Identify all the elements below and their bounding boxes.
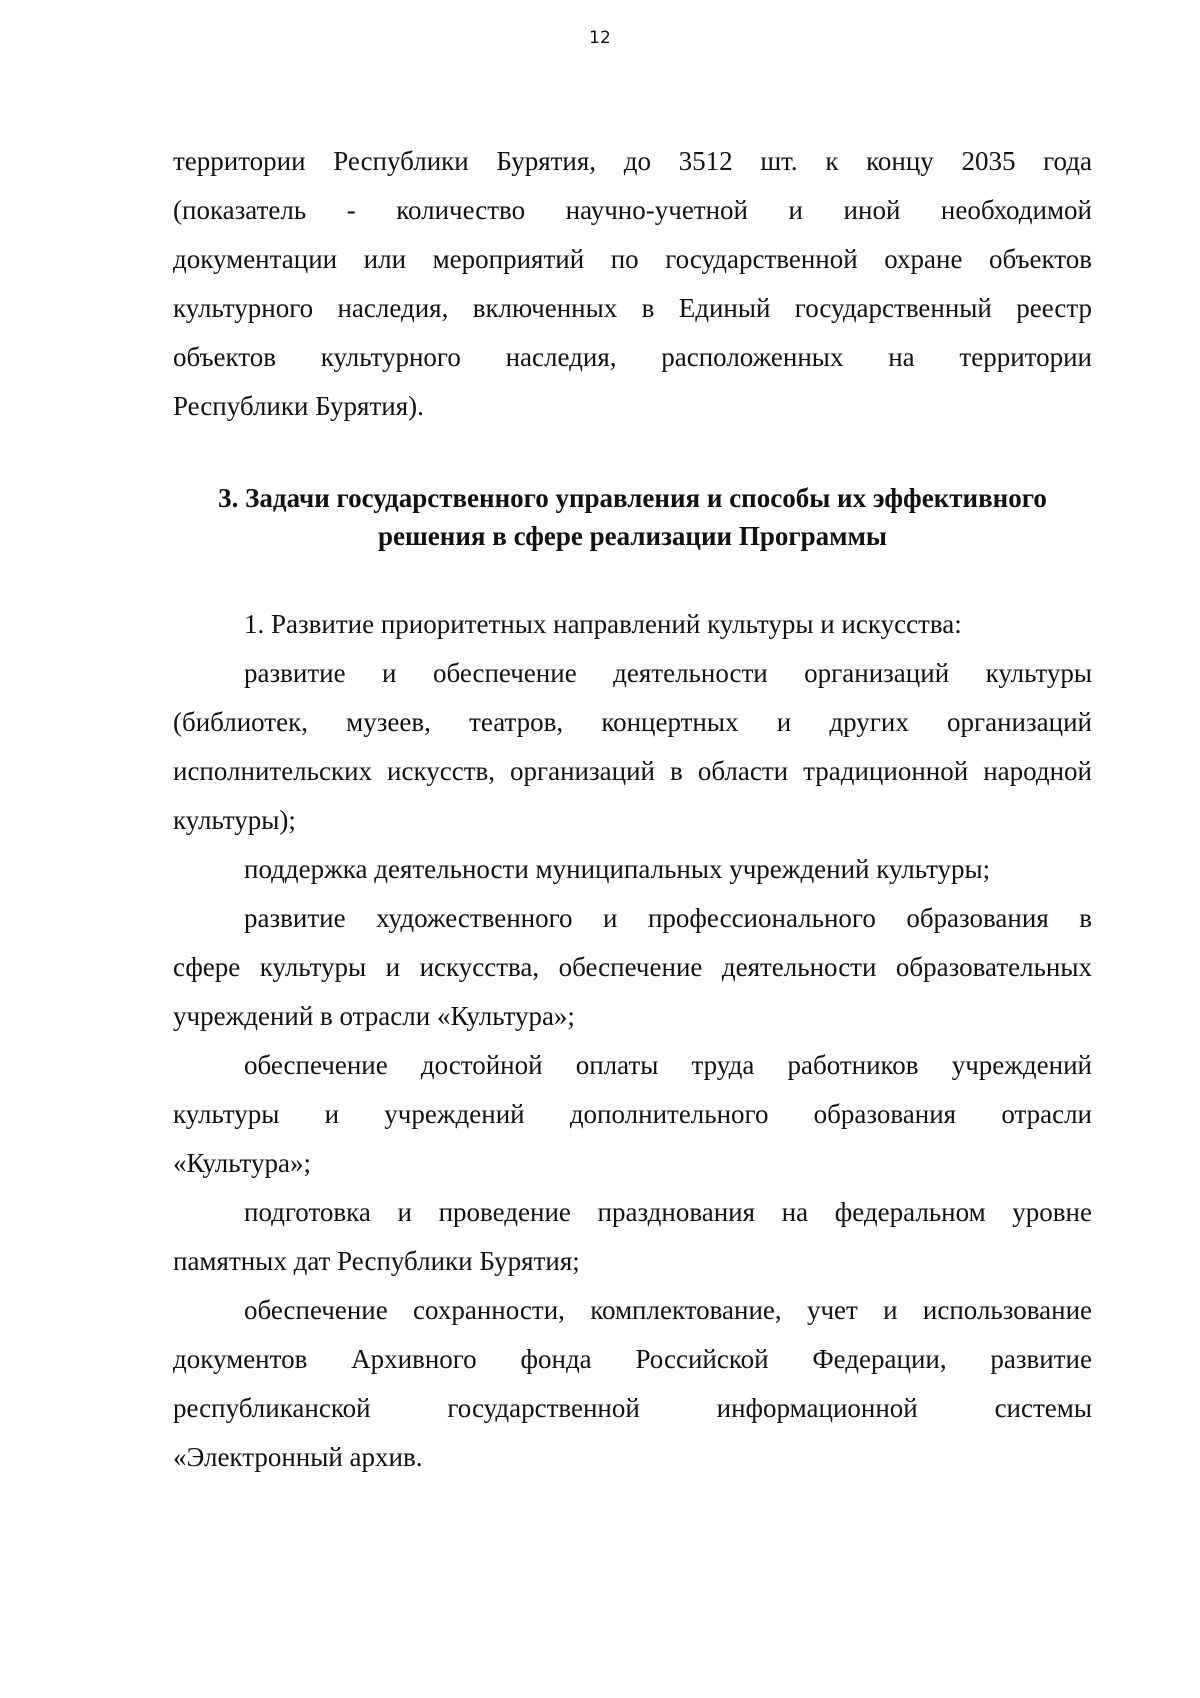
- text-line: учреждений в отрасли «Культура»;: [173, 1001, 575, 1031]
- paragraph-6: [173, 1188, 1092, 1286]
- text-line: документации или мероприятий по государственной охране объектов: [173, 244, 1092, 274]
- text-line: Республики Бурятия).: [173, 391, 424, 421]
- paragraph-7: [173, 1286, 1092, 1482]
- text-line: памятных дат Республики Бурятия;: [173, 1246, 580, 1276]
- page-number: 12: [589, 28, 611, 48]
- paragraph-4: [173, 894, 1092, 1041]
- paragraph-1: [173, 600, 1092, 649]
- text-line: «Электронный архив.: [173, 1442, 423, 1472]
- text-line: 1. Развитие приоритетных направлений культуры и искусства:: [244, 609, 962, 639]
- section-heading-line: решения в сфере реализации Программы: [378, 521, 887, 551]
- text-line: исполнительских искусств, организаций в области традиционной народной: [173, 756, 1092, 786]
- text-line: культурного наследия, включенных в Единый государственный реестр: [173, 293, 1092, 323]
- document-body: [173, 137, 1092, 1482]
- paragraph-3: [173, 845, 1092, 894]
- text-line: культуры);: [173, 805, 296, 835]
- section-heading: [173, 479, 1092, 555]
- text-line: культуры и учреждений дополнительного образования отрасли: [173, 1099, 1092, 1129]
- text-line: (показатель - количество научно-учетной и иной необходимой: [173, 195, 1092, 225]
- text-line: (библиотек, музеев, театров, концертных и других организаций: [173, 707, 1092, 737]
- text-line: документов Архивного фонда Российской Федерации, развитие: [173, 1344, 1092, 1374]
- text-line: объектов культурного наследия, расположенных на территории: [173, 342, 1092, 372]
- text-line: сфере культуры и искусства, обеспечение деятельности образовательных: [173, 952, 1092, 982]
- text-line: подготовка и проведение празднования на федеральном уровне: [244, 1197, 1092, 1227]
- intro-paragraph: [173, 137, 1092, 431]
- text-line: поддержка деятельности муниципальных учреждений культуры;: [244, 854, 991, 884]
- text-line: развитие художественного и профессионального образования в: [244, 903, 1092, 933]
- text-line: «Культура»;: [173, 1148, 311, 1178]
- paragraph-2: [173, 649, 1092, 845]
- text-line: республиканской государственной информационной системы: [173, 1393, 1092, 1423]
- text-line: территории Республики Бурятия, до 3512 шт. к концу 2035 года: [173, 146, 1092, 176]
- text-line: развитие и обеспечение деятельности организаций культуры: [244, 658, 1092, 688]
- text-line: обеспечение достойной оплаты труда работников учреждений: [244, 1050, 1092, 1080]
- section-heading-line: 3. Задачи государственного управления и способы их эффективного: [218, 483, 1047, 513]
- text-line: обеспечение сохранности, комплектование, учет и использование: [244, 1295, 1092, 1325]
- paragraph-5: [173, 1041, 1092, 1188]
